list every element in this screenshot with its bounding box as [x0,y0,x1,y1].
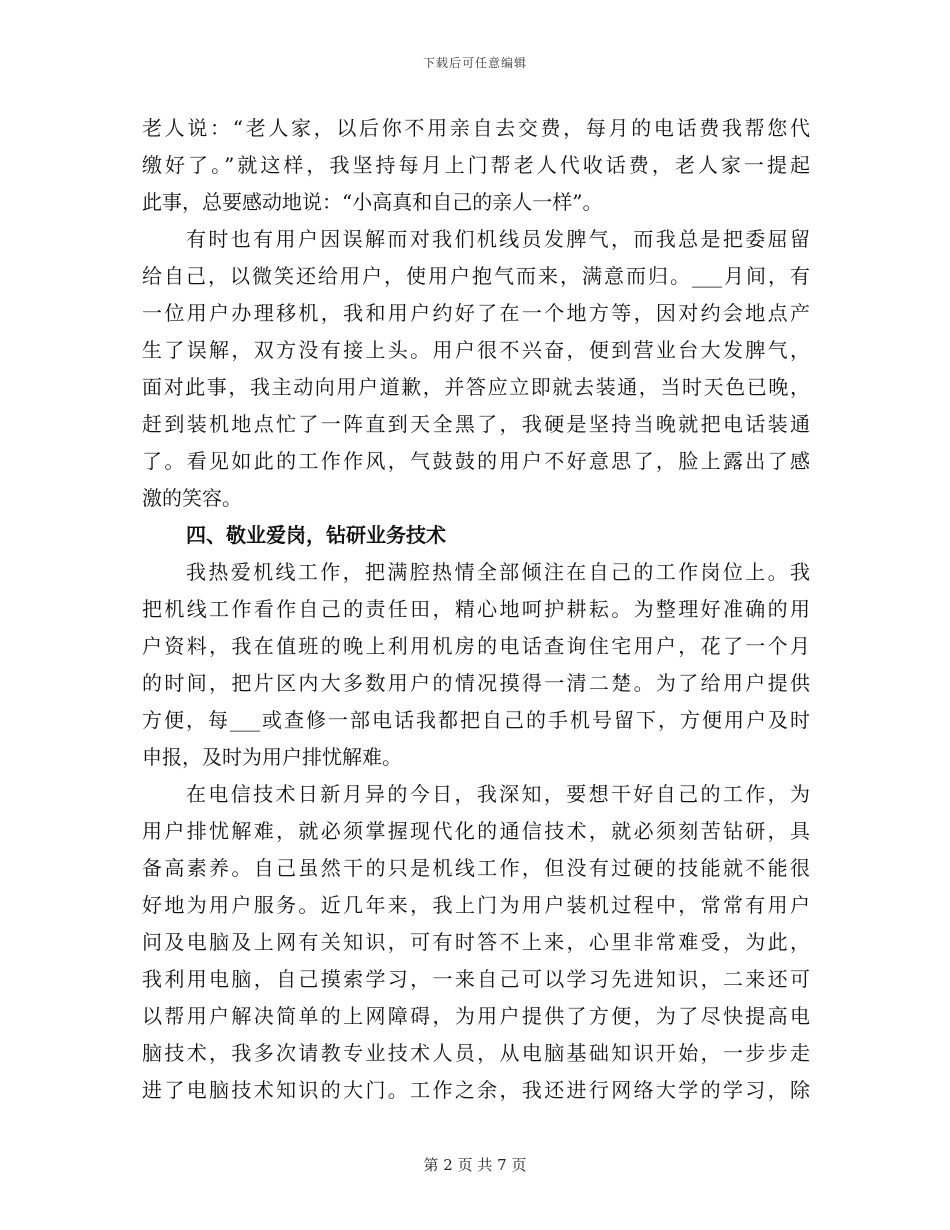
body-line: 以帮用户解决简单的上网障碍，为用户提供了方便，为了尽快提高电 [142,1004,810,1028]
body-line: 此事，总要感动地说：“小高真和自己的亲人一样”。 [142,190,603,214]
body-line: 了。看见如此的工作作风，气鼓鼓的用户不好意思了，脸上露出了感 [142,449,810,473]
body-line: 用户排忧解难，就必须掌握现代化的通信技术，就必须刻苦钻研，具 [142,819,810,843]
body-line: 好地为用户服务。近几年来，我上门为用户装机过程中，常常有用户 [142,893,810,917]
document-body [142,110,810,1109]
page-header: 下载后可任意编辑 [422,56,527,70]
page-footer: 第 2 页 共 7 页 [423,1156,527,1174]
body-line: 问及电脑及上网有关知识，可有时答不上来，心里非常难受，为此， [142,930,810,954]
body-line: 激的笑容。 [142,486,242,510]
body-line: 一位用户办理移机，我和用户约好了在一个地方等，因对约会地点产 [142,301,810,325]
body-line: 有时也有用户因误解而对我们机线员发脾气，而我总是把委屈留 [186,227,810,251]
body-line: 生了误解，双方没有接上头。用户很不兴奋，便到营业台大发脾气， [142,338,810,362]
body-line: 把机线工作看作自己的责任田，精心地呵护耕耘。为整理好准确的用 [142,597,810,621]
body-line: 进了电脑技术知识的大门。工作之余，我还进行网络大学的学习，除 [142,1078,810,1102]
body-line: 脑技术，我多次请教专业技术人员，从电脑基础知识开始，一步步走 [142,1041,810,1065]
body-line: 备高素养。自己虽然干的只是机线工作，但没有过硬的技能就不能很 [142,856,810,880]
body-line: 面对此事，我主动向用户道歉，并答应立即就去装通，当时天色已晚， [142,375,810,399]
body-line: 在电信技术日新月异的今日，我深知，要想干好自己的工作，为 [186,782,810,806]
body-line: 老人说：“老人家，以后你不用亲自去交费，每月的电话费我帮您代 [142,116,810,140]
body-line: 户资料，我在值班的晚上利用机房的电话查询住宅用户，花了一个月 [142,634,810,658]
body-line: 申报，及时为用户排忧解难。 [142,745,402,769]
body-line: 方便，每___或查修一部电话我都把自己的手机号留下，方便用户及时 [142,708,810,732]
body-line: 的时间，把片区内大多数用户的情况摸得一清二楚。为了给用户提供 [142,671,810,695]
body-line: 赶到装机地点忙了一阵直到天全黑了，我硬是坚持当晚就把电话装通 [142,412,810,436]
body-line: 我热爱机线工作，把满腔热情全部倾注在自己的工作岗位上。我 [186,560,810,584]
body-line: 我利用电脑，自己摸索学习，一来自己可以学习先进知识，二来还可 [142,967,810,991]
section-heading: 四、敬业爱岗，钻研业务技术 [186,523,446,547]
body-line: 给自己，以微笑还给用户，使用户抱气而来，满意而归。___月间，有 [142,264,810,288]
body-line: 缴好了。”就这样，我坚持每月上门帮老人代收话费，老人家一提起 [142,153,810,177]
